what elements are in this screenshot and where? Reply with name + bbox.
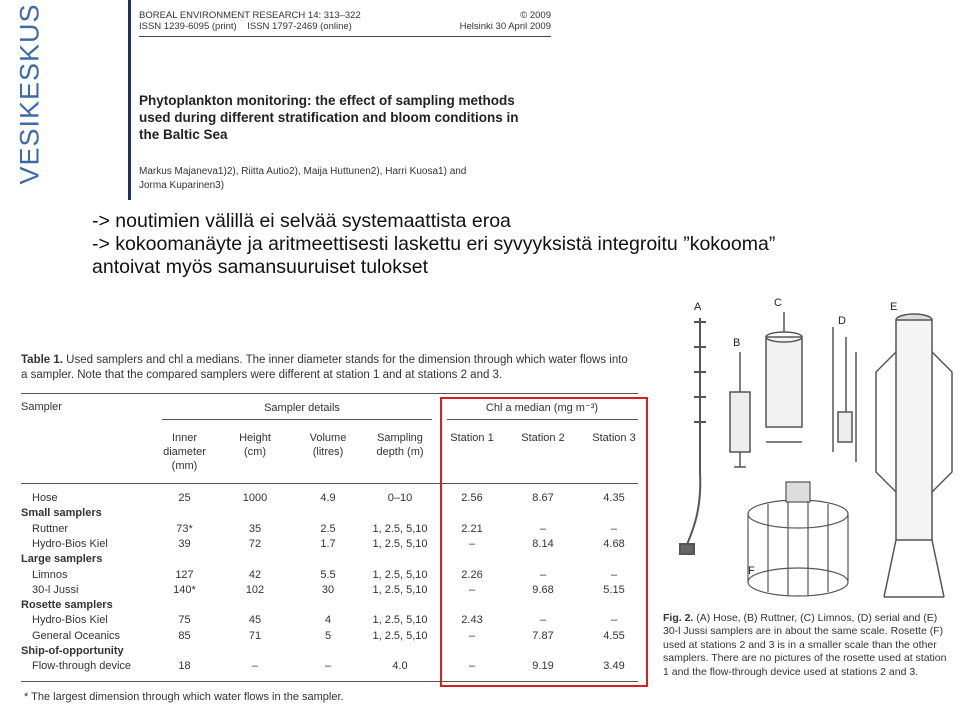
- table-cell-s2: 9.19: [532, 660, 554, 673]
- table-cell-height: 102: [245, 583, 265, 596]
- table-caption: [21, 353, 631, 383]
- table-group-heading: Large samplers: [21, 553, 103, 566]
- journal-line-1: BOREAL ENVIRONMENT RESEARCH 14: 313–322: [139, 10, 361, 21]
- figure-letter-f: F: [748, 565, 755, 577]
- table-cell-s3: –: [610, 522, 618, 535]
- table-row-label: Hydro-Bios Kiel: [32, 537, 108, 550]
- table-cell-s1: –: [468, 660, 476, 673]
- table-cell-s3: –: [610, 568, 618, 581]
- authors-line-2: Jorma Kuparinen3): [139, 180, 225, 191]
- table-caption-label: Table 1.: [21, 354, 63, 366]
- table-cell-s2: 9.68: [532, 583, 554, 596]
- figure-letter-d: D: [838, 315, 846, 327]
- table-cell-s3: 4.68: [603, 537, 625, 550]
- copyright: © 2009: [520, 10, 551, 21]
- table-cell-s1: –: [468, 583, 476, 596]
- table-cell-s2: –: [539, 614, 547, 627]
- table-cell-depth: 1, 2.5, 5,10: [372, 629, 428, 642]
- table-group-heading: Rosette samplers: [21, 599, 113, 612]
- table-cell-s1: 2.26: [461, 568, 483, 581]
- table-caption-text: Used samplers and chl a medians. The inner diameter stands for the dimension through which water flows into a sampler. Note that the compared samplers were different at station 1 and at stations 2 and 3.: [21, 354, 628, 381]
- table-cell-s2: 8.67: [532, 492, 554, 504]
- table-cell-depth: 0–10: [387, 492, 413, 504]
- table-cell-height: 1000: [242, 492, 268, 504]
- header-sampler: Sampler: [21, 401, 62, 413]
- table-cell-depth: 1, 2.5, 5,10: [372, 614, 428, 627]
- table-cell-s1: 2.43: [461, 614, 483, 627]
- table-cell-s1: –: [468, 537, 476, 550]
- table-cell-volume: –: [324, 660, 332, 673]
- chl-median-highlight-box: [440, 397, 648, 687]
- journal-info: [139, 10, 361, 32]
- table-cell-depth: 1, 2.5, 5,10: [372, 537, 428, 550]
- table-cell-s3: 4.55: [603, 629, 625, 642]
- table-cell-s1: 2.56: [461, 492, 483, 504]
- paper-title: Phytoplankton monitoring: the effect of sampling methods used during different stratification and bloom conditions in the Baltic Sea: [139, 93, 519, 142]
- figure-letter-b: B: [733, 337, 741, 349]
- table-cell-volume: 5.5: [320, 568, 336, 581]
- table-cell-volume: 1.7: [320, 537, 336, 550]
- table-cell-volume: 30: [321, 583, 335, 596]
- figure-caption-text: (A) Hose, (B) Ruttner, (C) Limnos, (D) serial and (E) 30-l Jussi samplers are in about the same scale. Rosette (F) used at stations 2 and 3 is in a smaller scale than the other samplers. There are no pictures of the rosette used at station 1 and the flow-through device used at stations 2 and 3.: [663, 612, 947, 678]
- table-group-heading: Ship-of-opportunity: [21, 645, 124, 657]
- table-cell-s3: –: [610, 614, 618, 627]
- sampler-b-ruttner-drawing: [730, 352, 750, 467]
- header-volume: Volume (litres): [309, 432, 347, 458]
- slide-bullets: [92, 210, 775, 279]
- figure-caption-label: Fig. 2.: [663, 612, 694, 624]
- header-chl-median: Chl a median (mg m⁻³): [485, 402, 599, 414]
- table-cell-volume: 4: [324, 614, 332, 627]
- table-cell-s3: 3.49: [603, 660, 625, 673]
- sampler-a-hose-drawing: [680, 318, 706, 554]
- journal-date-info: [460, 10, 551, 32]
- journal-line-2: ISSN 1239-6095 (print) ISSN 1797-2469 (online): [139, 21, 352, 32]
- table-cell-volume: 4.9: [320, 492, 336, 504]
- table-cell-inner: 75: [178, 614, 191, 627]
- table-cell-s3: 5.15: [603, 583, 625, 596]
- place-date: Helsinki 30 April 2009: [459, 21, 551, 32]
- table-row-label: Ruttner: [32, 522, 69, 535]
- table-group-heading: Small samplers: [21, 507, 102, 520]
- table-cell-s2: 8.14: [532, 537, 554, 550]
- table-rule-top: [21, 393, 638, 394]
- table-cell-s2: –: [539, 522, 547, 535]
- figure-letter-c: C: [774, 297, 782, 309]
- table-cell-s1: 2.21: [461, 522, 483, 535]
- table-row-label: Hose: [32, 492, 58, 504]
- table-row-label: Hydro-Bios Kiel: [32, 614, 108, 627]
- header-station-1: Station 1: [450, 432, 494, 444]
- table-cell-depth: 4.0: [392, 660, 408, 673]
- table-cell-height: 71: [248, 629, 262, 642]
- header-station-3: Station 3: [592, 432, 636, 444]
- slide-line-3: antoivat myös samansuuruiset tulokset: [92, 256, 428, 278]
- table-cell-inner: 85: [178, 629, 191, 642]
- table-footnote: * The largest dimension through which water flows in the sampler.: [24, 691, 344, 703]
- table-cell-inner: 18: [178, 660, 191, 673]
- table-cell-inner: 25: [178, 492, 191, 504]
- table-cell-s2: –: [539, 568, 547, 581]
- table-cell-volume: 2.5: [320, 522, 336, 535]
- paper-header: [128, 0, 561, 200]
- table-cell-inner: 140*: [173, 583, 196, 596]
- slide-line-2: -> kokoomanäyte ja aritmeettisesti laskettu eri syvyyksistä integroitu ”kokooma”: [92, 233, 776, 255]
- table-row-label: Limnos: [32, 568, 68, 581]
- table-cell-height: 45: [248, 614, 262, 627]
- table-cell-inner: 127: [175, 568, 194, 581]
- authors-line-1: Markus Majaneva1)2), Riitta Autio2), Maija Huttunen2), Harri Kuosa1) and: [139, 166, 467, 177]
- header-station-2: Station 2: [521, 432, 565, 444]
- table-row-label: 30-l Jussi: [32, 583, 79, 596]
- table-cell-height: –: [251, 660, 259, 673]
- figure-letter-a: A: [694, 301, 702, 313]
- brand-vertical-logo: [0, 0, 60, 185]
- slide-line-1: -> noutimien välillä ei selvää systemaattista eroa: [92, 210, 511, 232]
- table-cell-s3: 4.35: [603, 492, 625, 504]
- table-cell-volume: 5: [324, 629, 332, 642]
- sampler-d-serial-drawing: [833, 327, 856, 462]
- sampler-c-limnos-drawing: [766, 312, 802, 442]
- table-cell-depth: 1, 2.5, 5,10: [372, 583, 428, 596]
- figure-caption: [663, 612, 955, 679]
- table-cell-depth: 1, 2.5, 5,10: [372, 568, 428, 581]
- table-cell-depth: 1, 2.5, 5,10: [372, 522, 428, 535]
- table-row-label: Flow-through device: [32, 660, 132, 673]
- table-cell-height: 35: [248, 522, 262, 535]
- figure-letter-e: E: [890, 301, 898, 313]
- sampler-figure: [658, 292, 958, 612]
- header-inner-diameter: Inner diameter (mm): [163, 432, 206, 472]
- brand-text: VESIKESKUS: [14, 3, 45, 185]
- sampler-e-jussi-drawing: [876, 314, 952, 597]
- table-cell-s2: 7.87: [532, 629, 554, 642]
- header-sampler-details: Sampler details: [264, 402, 340, 414]
- paper-authors: [139, 165, 539, 193]
- table-cell-inner: 73*: [176, 522, 193, 535]
- table-cell-height: 72: [248, 537, 262, 550]
- sampler-f-rosette-drawing: [748, 482, 848, 596]
- table-row-label: General Oceanics: [32, 629, 121, 642]
- header-sampling-depth: Sampling depth (m): [376, 432, 424, 458]
- table-cell-inner: 39: [178, 537, 191, 550]
- table-cell-s1: –: [468, 629, 476, 642]
- header-height: Height (cm): [239, 432, 271, 458]
- table-rule-details: [162, 419, 432, 420]
- table-cell-height: 42: [248, 568, 262, 581]
- header-rule: [139, 36, 551, 37]
